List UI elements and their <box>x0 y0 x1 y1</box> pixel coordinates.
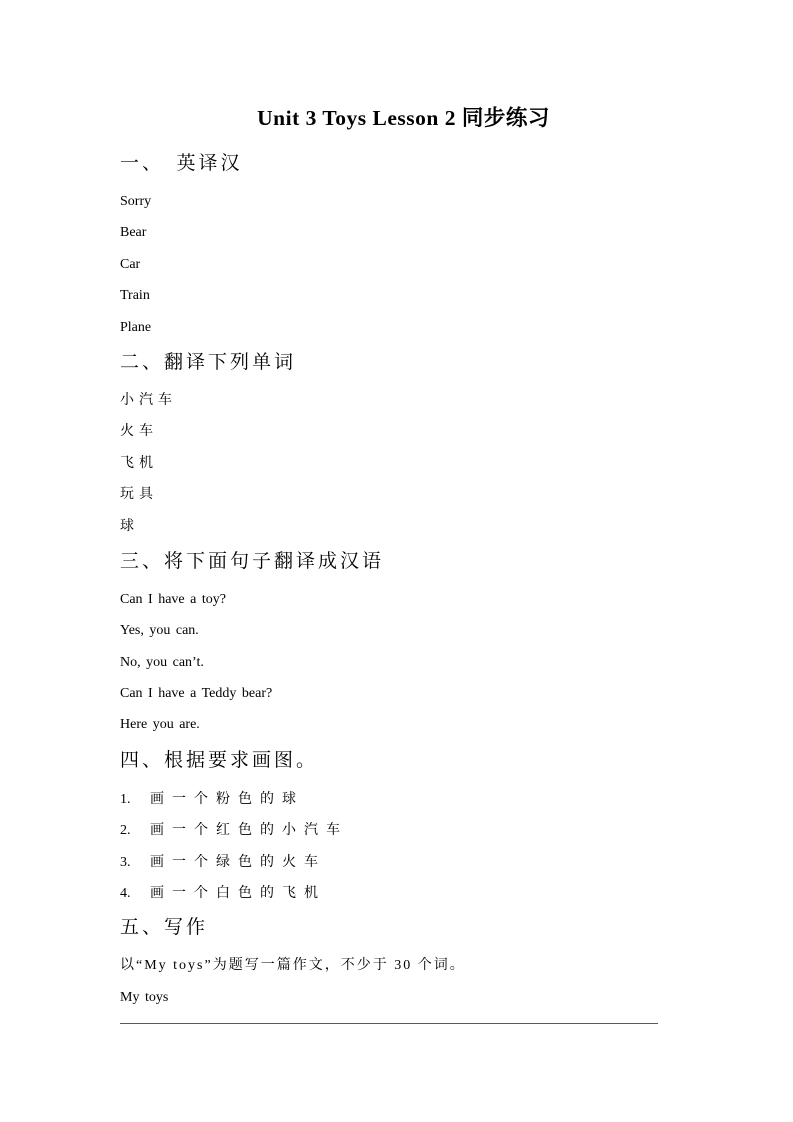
english-word: Bear <box>120 225 147 241</box>
numbered-item <box>120 783 687 814</box>
english-word: Plane <box>120 319 152 335</box>
item-text: 画一个红色的小汽车 <box>150 823 348 839</box>
english-word: Train <box>120 288 150 304</box>
numbered-item <box>120 814 687 845</box>
english-sentence: Yes, you can. <box>120 623 199 639</box>
chinese-word: 球 <box>120 518 139 534</box>
writing-starter: My toys <box>120 989 169 1005</box>
item-number: 1. <box>120 791 131 807</box>
section-two-heading: 二、翻译下列单词 <box>120 351 297 373</box>
numbered-item <box>120 877 687 908</box>
section-four-heading: 四、根据要求画图。 <box>120 749 319 771</box>
english-sentence: Here you are. <box>120 717 200 733</box>
english-word: Car <box>120 256 141 272</box>
chinese-word: 火车 <box>120 424 158 440</box>
english-sentence: Can I have a toy? <box>120 591 226 607</box>
chinese-word: 小汽车 <box>120 392 177 408</box>
item-number: 4. <box>120 886 131 902</box>
section-three-heading: 三、将下面句子翻译成汉语 <box>120 550 385 572</box>
english-sentence: Can I have a Teddy bear? <box>120 686 273 702</box>
chinese-word: 飞机 <box>120 455 158 471</box>
numbered-item <box>120 846 687 877</box>
item-number: 3. <box>120 854 131 870</box>
item-number: 2. <box>120 823 131 839</box>
writing-instruction: 以“My toys”为题写一篇作文，不少于 30 个词。 <box>120 958 466 974</box>
chinese-word: 玩具 <box>120 487 158 503</box>
english-word: Sorry <box>120 194 152 209</box>
document-content <box>120 100 687 1024</box>
item-text: 画一个绿色的火车 <box>150 854 326 870</box>
item-text: 画一个白色的飞机 <box>150 886 326 902</box>
item-text: 画一个粉色的球 <box>150 791 304 807</box>
section-one-heading: 一、 英译汉 <box>120 153 243 174</box>
page-title: Unit 3 Toys Lesson 2 同步练习 <box>257 106 550 130</box>
section-five-heading: 五、写作 <box>120 917 209 939</box>
divider-line <box>120 1023 658 1024</box>
english-sentence: No, you can’t. <box>120 654 204 670</box>
